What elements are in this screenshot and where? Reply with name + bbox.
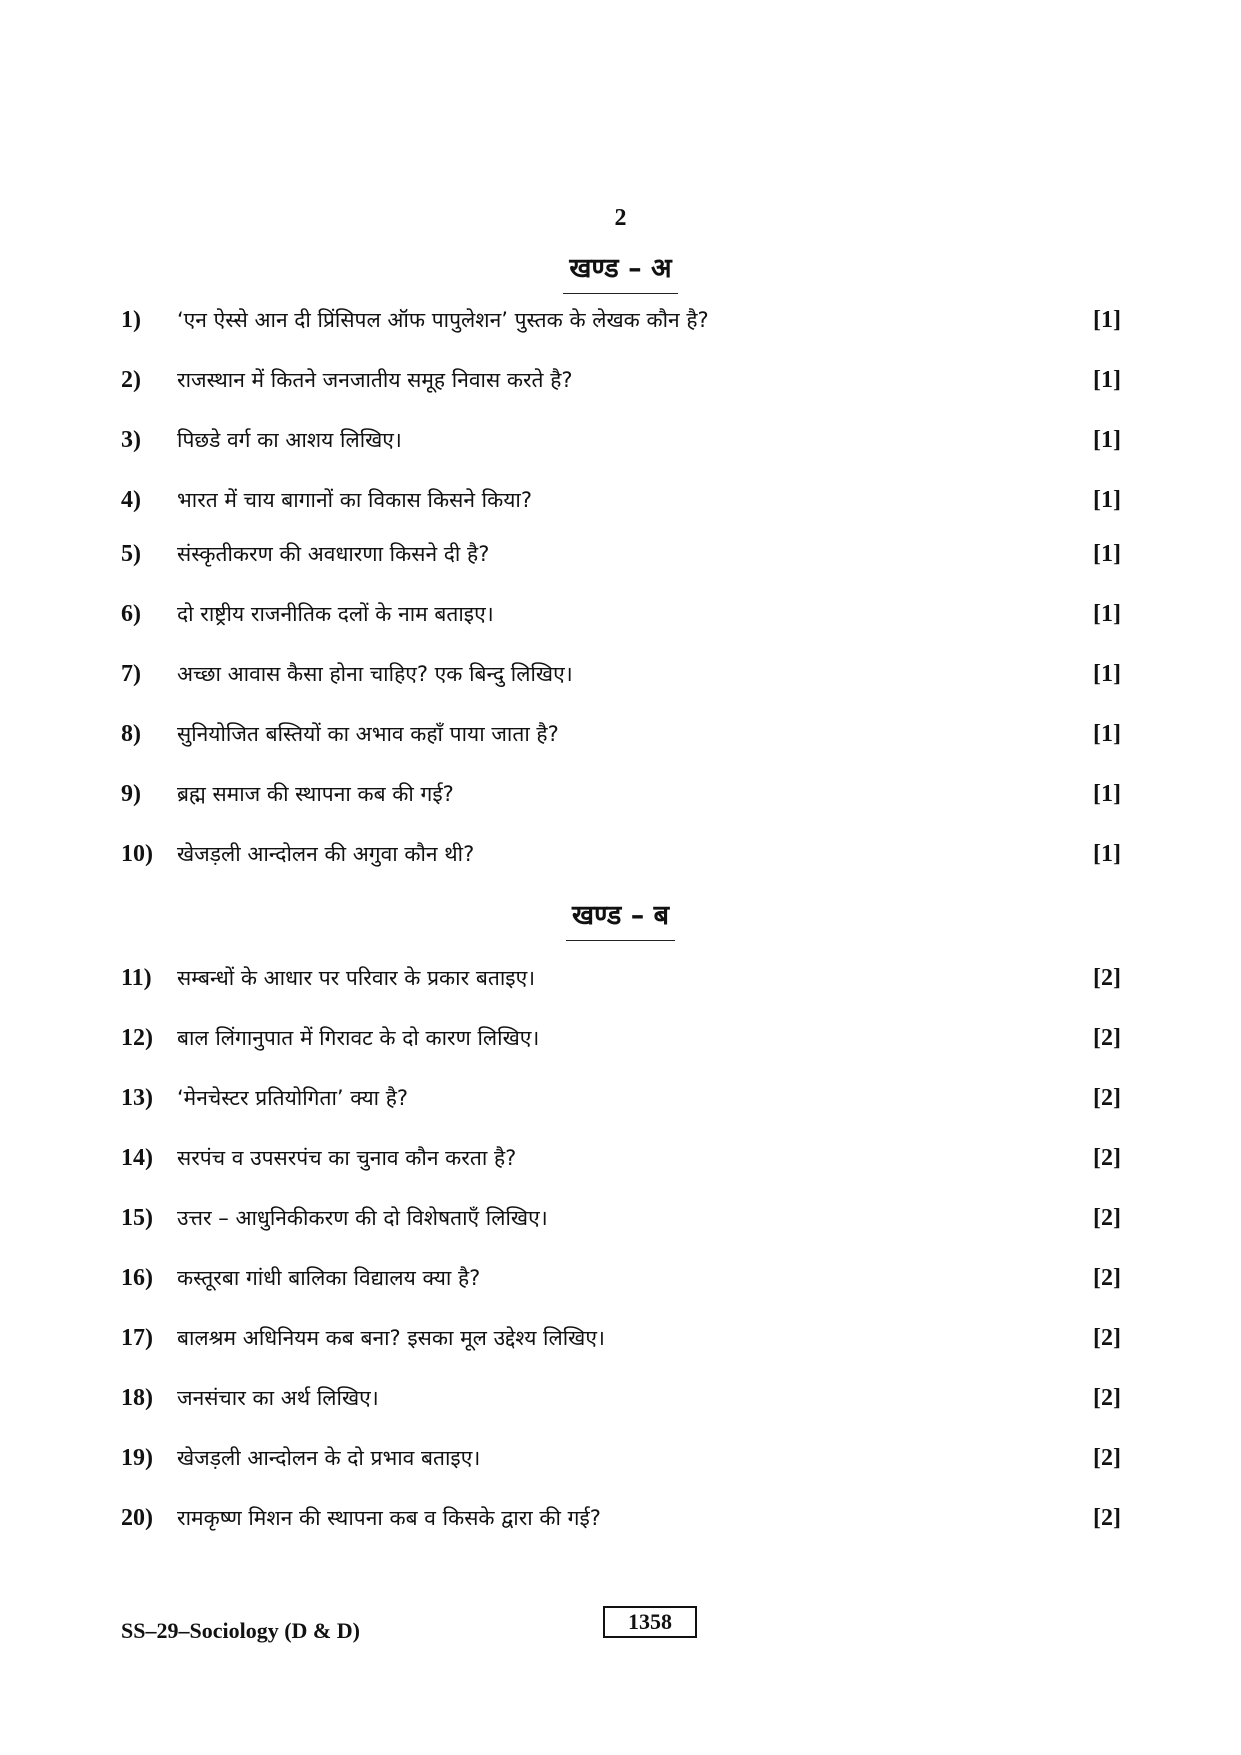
question-number: 9) xyxy=(121,780,141,807)
question-row xyxy=(121,1198,1121,1238)
question-text: ‘मेनचेस्टर प्रतियोगिता’ क्या है? xyxy=(177,1086,409,1110)
question-number: 2) xyxy=(121,366,141,393)
question-marks: [1] xyxy=(1093,486,1121,513)
question-row xyxy=(121,1498,1121,1538)
question-row xyxy=(121,1018,1121,1058)
question-number: 19) xyxy=(121,1444,153,1471)
question-marks: [1] xyxy=(1093,660,1121,687)
question-number: 20) xyxy=(121,1504,153,1531)
question-text: पिछडे वर्ग का आशय लिखिए। xyxy=(177,428,402,452)
question-row xyxy=(121,1378,1121,1418)
question-number: 14) xyxy=(121,1144,153,1171)
question-number: 13) xyxy=(121,1084,153,1111)
question-marks: [2] xyxy=(1093,1324,1121,1351)
question-marks: [2] xyxy=(1093,1144,1121,1171)
question-marks: [1] xyxy=(1093,426,1121,453)
question-text: ब्रह्म समाज की स्थापना कब की गई? xyxy=(177,782,454,806)
page-number: 2 xyxy=(614,205,627,231)
question-row xyxy=(121,1078,1121,1118)
question-number: 8) xyxy=(121,720,141,747)
question-marks: [2] xyxy=(1093,1504,1121,1531)
question-row xyxy=(121,1138,1121,1178)
question-text: दो राष्ट्रीय राजनीतिक दलों के नाम बताइए। xyxy=(177,602,494,626)
question-row xyxy=(121,1258,1121,1298)
question-row xyxy=(121,420,1121,460)
question-marks: [1] xyxy=(1093,540,1121,567)
question-marks: [2] xyxy=(1093,1024,1121,1051)
question-text: भारत में चाय बागानों का विकास किसने किया? xyxy=(177,488,532,512)
question-number: 4) xyxy=(121,486,141,513)
question-marks: [1] xyxy=(1093,366,1121,393)
question-number: 11) xyxy=(121,964,152,991)
question-marks: [1] xyxy=(1093,720,1121,747)
question-text: बाल लिंगानुपात में गिरावट के दो कारण लिखिए। xyxy=(177,1026,540,1050)
question-row xyxy=(121,480,1121,520)
question-marks: [1] xyxy=(1093,840,1121,867)
question-number: 17) xyxy=(121,1324,153,1351)
question-number: 5) xyxy=(121,540,141,567)
question-marks: [1] xyxy=(1093,780,1121,807)
question-marks: [2] xyxy=(1093,1204,1121,1231)
question-marks: [2] xyxy=(1093,1264,1121,1291)
section-a-title-text: खण्ड – अ xyxy=(563,248,677,294)
question-text: अच्छा आवास कैसा होना चाहिए? एक बिन्दु लिखिए। xyxy=(177,662,573,686)
question-marks: [2] xyxy=(1093,1444,1121,1471)
question-number: 16) xyxy=(121,1264,153,1291)
question-text: ‘एन ऐस्से आन दी प्रिंसिपल ऑफ पापुलेशन’ पुस्तक के लेखक कौन है? xyxy=(177,308,709,332)
question-text: संस्कृतीकरण की अवधारणा किसने दी है? xyxy=(177,542,490,566)
question-marks: [1] xyxy=(1093,600,1121,627)
section-a-title xyxy=(0,248,1241,294)
question-number: 3) xyxy=(121,426,141,453)
question-text: रामकृष्ण मिशन की स्थापना कब व किसके द्वारा की गई? xyxy=(177,1506,601,1530)
question-number: 12) xyxy=(121,1024,153,1051)
question-text: जनसंचार का अर्थ लिखिए। xyxy=(177,1386,379,1410)
question-marks: [1] xyxy=(1093,306,1121,333)
question-text: खेजड़ली आन्दोलन की अगुवा कौन थी? xyxy=(177,842,475,866)
question-marks: [2] xyxy=(1093,1084,1121,1111)
question-row xyxy=(121,1438,1121,1478)
question-row xyxy=(121,958,1121,998)
question-text: बालश्रम अधिनियम कब बना? इसका मूल उद्देश्य लिखिए। xyxy=(177,1326,605,1350)
question-number: 7) xyxy=(121,660,141,687)
question-row xyxy=(121,300,1121,340)
question-text: सरपंच व उपसरपंच का चुनाव कौन करता है? xyxy=(177,1146,517,1170)
question-row xyxy=(121,594,1121,634)
question-row xyxy=(121,714,1121,754)
question-text: उत्तर – आधुनिकीकरण की दो विशेषताएँ लिखिए। xyxy=(177,1206,548,1230)
question-row xyxy=(121,1318,1121,1358)
section-b-title xyxy=(0,895,1241,941)
question-row xyxy=(121,360,1121,400)
question-number: 15) xyxy=(121,1204,153,1231)
question-number: 6) xyxy=(121,600,141,627)
question-text: खेजड़ली आन्दोलन के दो प्रभाव बताइए। xyxy=(177,1446,481,1470)
question-number: 10) xyxy=(121,840,153,867)
question-text: कस्तूरबा गांधी बालिका विद्यालय क्या है? xyxy=(177,1266,481,1290)
question-row xyxy=(121,654,1121,694)
question-number: 1) xyxy=(121,306,141,333)
question-text: सुनियोजित बस्तियों का अभाव कहाँ पाया जाता है? xyxy=(177,722,559,746)
question-row xyxy=(121,774,1121,814)
question-marks: [2] xyxy=(1093,1384,1121,1411)
paper-number-box: 1358 xyxy=(603,1606,697,1638)
question-row xyxy=(121,534,1121,574)
question-text: सम्बन्धों के आधार पर परिवार के प्रकार बताइए। xyxy=(177,966,536,990)
question-number: 18) xyxy=(121,1384,153,1411)
question-row xyxy=(121,834,1121,874)
paper-code: SS–29–Sociology (D & D) xyxy=(121,1618,360,1643)
question-marks: [2] xyxy=(1093,964,1121,991)
section-b-title-text: खण्ड – ब xyxy=(566,895,675,941)
question-text: राजस्थान में कितने जनजातीय समूह निवास करते है? xyxy=(177,368,573,392)
